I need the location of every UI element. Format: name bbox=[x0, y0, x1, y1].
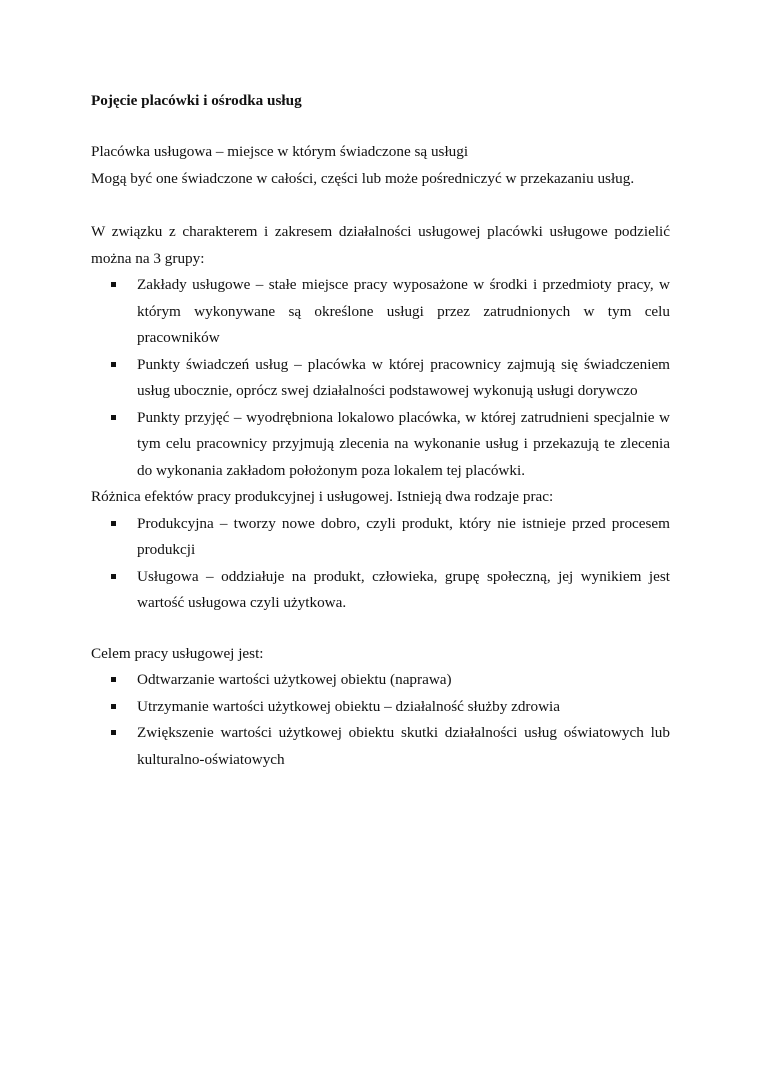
list-item bbox=[91, 272, 670, 352]
list-item bbox=[91, 667, 670, 694]
square-bullet-icon bbox=[111, 574, 116, 579]
list-item-text: Punkty świadczeń usług – placówka w której pracownicy zajmują się świadczeniem usług ubocznie, oprócz swej działalności podstawowej wykonują usługi dorywczo bbox=[137, 355, 670, 399]
list-item bbox=[91, 405, 670, 485]
square-bullet-icon bbox=[111, 521, 116, 526]
list-item-text: Utrzymanie wartości użytkowej obiektu – działalność służby zdrowia bbox=[137, 697, 561, 715]
definition-line: Mogą być one świadczone w całości, części lub może pośredniczyć w przekazaniu usług. bbox=[91, 169, 635, 187]
square-bullet-icon bbox=[111, 677, 116, 682]
list-item bbox=[91, 720, 670, 773]
definition-line: Placówka usługowa – miejsce w którym świadczone są usługi bbox=[91, 143, 469, 160]
goals-list bbox=[91, 667, 670, 773]
document-page bbox=[91, 90, 670, 773]
groups-intro: W związku z charakterem i zakresem działalności usługowej placówki usługowe podzielić można na 3 grupy: bbox=[91, 223, 670, 267]
goal-intro: Celem pracy usługowej jest: bbox=[91, 644, 264, 662]
square-bullet-icon bbox=[111, 362, 116, 367]
work-types-list bbox=[91, 511, 670, 617]
list-item-text: Punkty przyjęć – wyodrębniona lokalowo placówka, w której zatrudnieni specjalnie w tym celu pracownicy przyjmują zlecenia na wykonanie usług i przekazują te zlecenia do wykonania zakładom położonym poza lokalem tej placówki. bbox=[137, 408, 670, 479]
document-title: Pojęcie placówki i ośrodka usług bbox=[91, 92, 302, 109]
list-item-text: Produkcyjna – tworzy nowe dobro, czyli produkt, który nie istnieje przed procesem produkcji bbox=[137, 514, 670, 558]
square-bullet-icon bbox=[111, 415, 116, 420]
square-bullet-icon bbox=[111, 704, 116, 709]
list-item-text: Zwiększenie wartości użytkowej obiektu skutki działalności usług oświatowych lub kulturalno-oświatowych bbox=[137, 724, 670, 768]
groups-list bbox=[91, 272, 670, 484]
work-intro: Różnica efektów pracy produkcyjnej i usługowej. Istnieją dwa rodzaje prac: bbox=[91, 488, 554, 505]
square-bullet-icon bbox=[111, 730, 116, 735]
square-bullet-icon bbox=[111, 282, 116, 287]
list-item bbox=[91, 511, 670, 564]
list-item bbox=[91, 564, 670, 617]
list-item-text: Odtwarzanie wartości użytkowej obiektu (naprawa) bbox=[137, 671, 452, 688]
list-item-text: Zakłady usługowe – stałe miejsce pracy wyposażone w środki i przedmioty pracy, w którym wykonywane są określone usługi przez zatrudnionych w tym celu pracowników bbox=[137, 276, 670, 346]
list-item bbox=[91, 352, 670, 405]
list-item bbox=[91, 694, 670, 721]
list-item-text: Usługowa – oddziałuje na produkt, człowieka, grupę społeczną, jej wynikiem jest wartość usługowa czyli użytkowa. bbox=[137, 567, 670, 611]
